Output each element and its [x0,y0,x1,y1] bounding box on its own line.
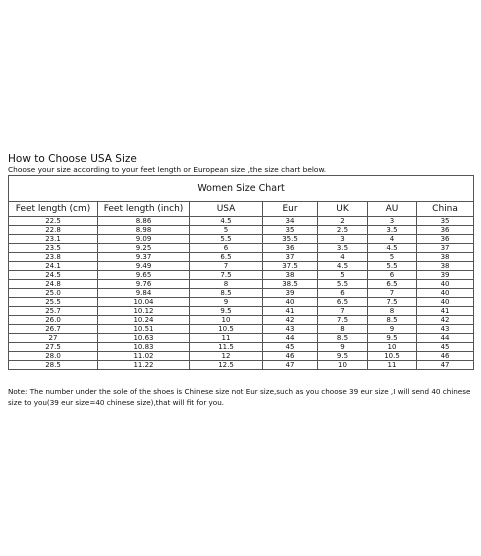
table-cell: 3.5 [368,226,417,235]
table-row [9,262,474,271]
table-cell: 24.1 [9,262,98,271]
table-cell: 23.1 [9,235,98,244]
table-cell: 24.5 [9,271,98,280]
table-cell: 38 [263,271,318,280]
table-cell: 45 [263,343,318,352]
table-cell: 38 [417,262,474,271]
table-cell: 11.22 [98,361,190,370]
table-cell: 25.0 [9,289,98,298]
table-cell: 5 [190,226,263,235]
table-row [9,217,474,226]
page-title: How to Choose USA Size [8,153,137,165]
size-chart-table [8,175,474,370]
column-header: UK [318,202,368,217]
table-cell: 3.5 [318,244,368,253]
table-cell: 5 [318,271,368,280]
table-cell: 43 [417,325,474,334]
column-header: AU [368,202,417,217]
size-note: Note: The number under the sole of the shoes is Chinese size not Eur size,such as you choose 39 eur size ,I will send 40 chinese size to you(39 eur size=40 chinese size),that will fit for you. [8,387,471,407]
table-cell: 7 [368,289,417,298]
table-cell: 39 [263,289,318,298]
table-cell: 4.5 [190,217,263,226]
table-cell: 4 [368,235,417,244]
table-cell: 5.5 [368,262,417,271]
table-cell: 9.5 [318,352,368,361]
table-cell: 23.5 [9,244,98,253]
table-cell: 9.25 [98,244,190,253]
table-cell: 10 [318,361,368,370]
table-cell: 38.5 [263,280,318,289]
table-cell: 4.5 [318,262,368,271]
table-cell: 23.8 [9,253,98,262]
table-cell: 35.5 [263,235,318,244]
table-cell: 8 [318,325,368,334]
table-cell: 3 [368,217,417,226]
table-cell: 28.0 [9,352,98,361]
table-cell: 6.5 [318,298,368,307]
table-cell: 40 [263,298,318,307]
table-cell: 37 [417,244,474,253]
table-row [9,361,474,370]
table-cell: 10 [368,343,417,352]
table-cell: 9.5 [368,334,417,343]
table-cell: 10.63 [98,334,190,343]
table-cell: 9 [368,325,417,334]
column-header: Feet length (cm) [9,202,98,217]
table-cell: 40 [417,280,474,289]
table-cell: 42 [417,316,474,325]
table-cell: 6.5 [190,253,263,262]
table-cell: 5.5 [190,235,263,244]
table-cell: 27 [9,334,98,343]
table-cell: 5 [368,253,417,262]
table-cell: 39 [417,271,474,280]
table-cell: 24.8 [9,280,98,289]
table-cell: 44 [417,334,474,343]
table-row [9,307,474,316]
table-caption: Women Size Chart [9,176,474,202]
table-body [9,217,474,370]
table-cell: 38 [417,253,474,262]
table-cell: 3 [318,235,368,244]
table-cell: 40 [417,298,474,307]
table-header-row [9,202,474,217]
table-cell: 8.5 [318,334,368,343]
table-cell: 11 [190,334,263,343]
table-cell: 9.49 [98,262,190,271]
table-row [9,253,474,262]
table-cell: 8.5 [368,316,417,325]
table-row [9,298,474,307]
table-cell: 8.86 [98,217,190,226]
table-cell: 36 [417,226,474,235]
table-cell: 8 [368,307,417,316]
table-cell: 8 [190,280,263,289]
table-cell: 10.5 [190,325,263,334]
table-cell: 12 [190,352,263,361]
table-cell: 8.98 [98,226,190,235]
table-cell: 26.0 [9,316,98,325]
table-cell: 22.5 [9,217,98,226]
table-cell: 7 [318,307,368,316]
table-cell: 6.5 [368,280,417,289]
table-cell: 2.5 [318,226,368,235]
table-cell: 5.5 [318,280,368,289]
column-header: Feet length (inch) [98,202,190,217]
table-cell: 28.5 [9,361,98,370]
table-cell: 11.02 [98,352,190,361]
table-cell: 22.8 [9,226,98,235]
table-cell: 6 [318,289,368,298]
table-cell: 35 [417,217,474,226]
column-header: China [417,202,474,217]
table-row [9,289,474,298]
table-row [9,334,474,343]
table-row [9,280,474,289]
table-cell: 9 [190,298,263,307]
table-cell: 10.5 [368,352,417,361]
table-cell: 47 [263,361,318,370]
page-subtitle: Choose your size according to your feet length or European size ,the size chart below. [8,165,327,174]
table-row [9,325,474,334]
table-cell: 10.24 [98,316,190,325]
table-cell: 34 [263,217,318,226]
table-cell: 6 [368,271,417,280]
table-cell: 4 [318,253,368,262]
table-cell: 44 [263,334,318,343]
table-cell: 41 [263,307,318,316]
table-cell: 8.5 [190,289,263,298]
table-cell: 12.5 [190,361,263,370]
table-row [9,316,474,325]
table-cell: 7 [190,262,263,271]
table-cell: 9.09 [98,235,190,244]
table-cell: 9.84 [98,289,190,298]
table-row [9,235,474,244]
table-cell: 9.65 [98,271,190,280]
table-cell: 37 [263,253,318,262]
table-row [9,352,474,361]
table-cell: 46 [417,352,474,361]
table-row [9,244,474,253]
table-cell: 36 [263,244,318,253]
table-cell: 7.5 [368,298,417,307]
table-cell: 9 [318,343,368,352]
table-cell: 10 [190,316,263,325]
table-cell: 9.5 [190,307,263,316]
table-cell: 27.5 [9,343,98,352]
table-cell: 36 [417,235,474,244]
table-cell: 7.5 [190,271,263,280]
table-cell: 11 [368,361,417,370]
table-cell: 35 [263,226,318,235]
table-cell: 11.5 [190,343,263,352]
column-header: Eur [263,202,318,217]
table-cell: 41 [417,307,474,316]
table-cell: 10.12 [98,307,190,316]
table-cell: 25.7 [9,307,98,316]
table-cell: 25.5 [9,298,98,307]
table-cell: 45 [417,343,474,352]
column-header: USA [190,202,263,217]
table-cell: 43 [263,325,318,334]
table-cell: 46 [263,352,318,361]
table-cell: 37.5 [263,262,318,271]
table-cell: 10.51 [98,325,190,334]
table-cell: 10.04 [98,298,190,307]
table-cell: 4.5 [368,244,417,253]
table-cell: 42 [263,316,318,325]
table-cell: 6 [190,244,263,253]
table-row [9,343,474,352]
table-row [9,226,474,235]
table-cell: 26.7 [9,325,98,334]
table-cell: 10.83 [98,343,190,352]
table-cell: 40 [417,289,474,298]
table-cell: 9.76 [98,280,190,289]
table-cell: 9.37 [98,253,190,262]
table-cell: 7.5 [318,316,368,325]
table-row [9,271,474,280]
table-cell: 2 [318,217,368,226]
table-cell: 47 [417,361,474,370]
